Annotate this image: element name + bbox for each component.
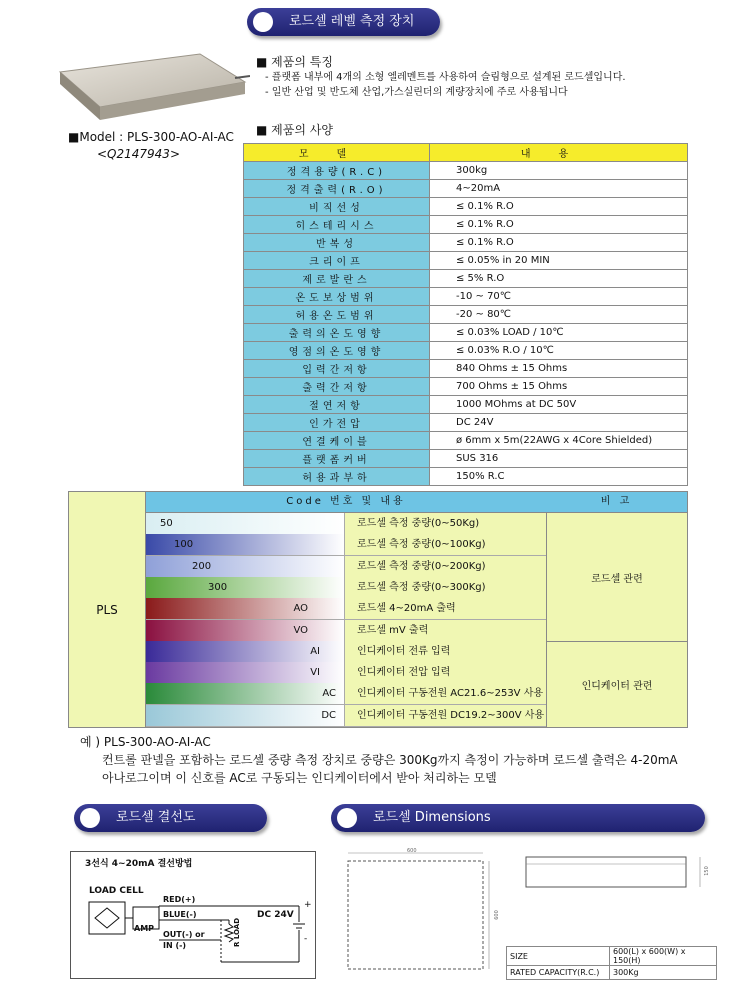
loadcell-label: LOAD CELL (89, 886, 144, 896)
wiring-title: 로드셀 결선도 (116, 810, 196, 825)
spec-row (244, 180, 688, 198)
size-value: 600(L) x 600(W) x 150(H) (610, 947, 717, 966)
spec-row (244, 360, 688, 378)
remark-indicator: 인디케이터 관련 (546, 642, 687, 727)
spec-key: 출력간저항 (244, 378, 430, 396)
top-view-drawing (343, 847, 493, 977)
spec-value: 4~20mA (430, 180, 688, 198)
feature-line: - 일반 산업 및 반도체 산업,가스실린더의 계량장치에 주로 사용됩니다 (265, 87, 568, 98)
spec-value: ø 6mm x 5m(22AWG x 4Core Shielded) (430, 432, 688, 450)
spec-row (244, 288, 688, 306)
plus-sign: + (304, 900, 312, 910)
spec-row (244, 306, 688, 324)
code-description: 로드셀 mV 출력 (344, 620, 616, 641)
spec-header-model: 모델 (244, 144, 430, 162)
code-description: 로드셀 측정 중량(0~100Kg) (344, 534, 616, 555)
code-value: VO (146, 620, 344, 641)
spec-key: 반복성 (244, 234, 430, 252)
size-label: SIZE (507, 947, 610, 966)
code-value: AI (146, 641, 344, 662)
spec-value: -10 ~ 70℃ (430, 288, 688, 306)
load-cell-platform-image (50, 52, 250, 127)
example-label: 예 ) PLS-300-AO-AI-AC (80, 735, 211, 749)
spec-value: SUS 316 (430, 450, 688, 468)
bullet-circle-icon (337, 808, 357, 828)
features-title: ■ 제품의 특징 (256, 55, 333, 69)
code-description: 인디케이터 구동전원 AC21.6~253V 사용 (344, 683, 616, 704)
example-line-2: 아나로그이며 이 신호를 AC로 구동되는 인디케이터에서 받아 처리하는 모델 (102, 771, 497, 785)
spec-key: 연결케이블 (244, 432, 430, 450)
spec-value: 300kg (430, 162, 688, 180)
spec-value: ≤ 0.03% R.O / 10℃ (430, 342, 688, 360)
code-row (146, 620, 546, 642)
feature-line: - 플랫폼 내부에 4개의 소형 엘레멘트를 사용하여 슬림형으로 설계된 로드셀입니다. (265, 72, 626, 83)
spec-value: 700 Ohms ± 15 Ohms (430, 378, 688, 396)
depth-dimension: 600 (493, 910, 500, 920)
spec-row (244, 414, 688, 432)
minus-sign: - (304, 934, 308, 944)
spec-value: -20 ~ 80℃ (430, 306, 688, 324)
spec-value: ≤ 0.1% R.O (430, 234, 688, 252)
blue-wire-label: BLUE(-) (163, 910, 197, 919)
spec-value: 1000 MOhms at DC 50V (430, 396, 688, 414)
code-prefix: PLS (69, 492, 146, 727)
code-description: 로드셀 4~20mA 출력 (344, 598, 616, 619)
dimensions-title-banner (331, 804, 705, 832)
code-row (146, 513, 546, 535)
code-row (146, 683, 546, 705)
spec-value: 840 Ohms ± 15 Ohms (430, 360, 688, 378)
spec-row (244, 432, 688, 450)
wiring-diagram (70, 851, 316, 979)
code-description: 로드셀 측정 중량(0~50Kg) (344, 513, 616, 534)
spec-key: 온도보상범위 (244, 288, 430, 306)
height-dimension: 150 (703, 866, 710, 876)
code-value: VI (146, 662, 344, 683)
spec-value: DC 24V (430, 414, 688, 432)
code-row (146, 705, 546, 727)
code-value: 200 (146, 556, 344, 577)
code-value: 100 (146, 534, 344, 555)
spec-key: 영점의온도영향 (244, 342, 430, 360)
spec-key: 허용과부하 (244, 468, 430, 486)
spec-title: ■ 제품의 사양 (256, 123, 333, 137)
side-view-drawing (520, 854, 720, 894)
spec-row (244, 216, 688, 234)
page-title: 로드셀 레벨 측정 장치 (289, 14, 415, 29)
spec-key: 입력간저항 (244, 360, 430, 378)
spec-value: ≤ 5% R.O (430, 270, 688, 288)
spec-row (244, 270, 688, 288)
spec-key: 정격용량(R.C) (244, 162, 430, 180)
spec-row (244, 162, 688, 180)
spec-value: ≤ 0.03% LOAD / 10℃ (430, 324, 688, 342)
spec-key: 비직선성 (244, 198, 430, 216)
code-row (146, 556, 546, 578)
spec-value: ≤ 0.1% R.O (430, 198, 688, 216)
code-value: 50 (146, 513, 344, 534)
wiring-title-banner (74, 804, 267, 832)
code-description: 인디케이터 구동전원 DC19.2~300V 사용 (344, 705, 616, 726)
dimensions-title: 로드셀 Dimensions (373, 810, 491, 825)
spec-key: 정격출력(R.O) (244, 180, 430, 198)
code-table-header: Code 번호 및 내용 (146, 492, 547, 513)
spec-row (244, 234, 688, 252)
bullet-circle-icon (80, 808, 100, 828)
example-line-1: 컨트롤 판넬을 포함하는 로드셀 중량 측정 장치로 중량은 300Kg까지 측정이 가능하며 로드셀 출력은 4-20mA (102, 753, 678, 767)
code-description: 인디케이터 전압 입력 (344, 662, 616, 683)
remark-header: 비 고 (546, 492, 687, 513)
spec-row (244, 342, 688, 360)
capacity-value: 300Kg (610, 966, 717, 980)
code-row (146, 641, 546, 663)
code-row (146, 534, 546, 556)
spec-row (244, 396, 688, 414)
spec-row (244, 468, 688, 486)
model-label: ■Model : PLS-300-AO-AI-AC (68, 130, 234, 144)
spec-value: ≤ 0.1% R.O (430, 216, 688, 234)
amp-label: AMP (134, 924, 155, 933)
code-description: 인디케이터 전류 입력 (344, 641, 616, 662)
spec-key: 출력의온도영향 (244, 324, 430, 342)
rload-label: R LOAD (233, 917, 241, 947)
width-dimension: 600 (407, 848, 417, 854)
spec-key: 제로발란스 (244, 270, 430, 288)
spec-row (244, 324, 688, 342)
spec-row (244, 450, 688, 468)
wiring-subtitle: 3선식 4~20mA 결선방법 (85, 859, 193, 869)
code-row (146, 662, 546, 684)
code-value: AO (146, 598, 344, 619)
spec-row (244, 252, 688, 270)
features-list (265, 70, 626, 100)
spec-key: 플랫폼커버 (244, 450, 430, 468)
spec-value: 150% R.C (430, 468, 688, 486)
spec-header-content: 내용 (430, 144, 688, 162)
spec-row (244, 198, 688, 216)
bullet-circle-icon (253, 12, 273, 32)
code-row (146, 598, 546, 620)
red-wire-label: RED(+) (163, 895, 196, 904)
spec-row (244, 378, 688, 396)
page-title-banner (247, 8, 440, 36)
code-value: AC (146, 683, 344, 704)
code-description: 로드셀 측정 중량(0~300Kg) (344, 577, 616, 598)
out-wire-label: OUT(-) or (163, 930, 205, 939)
spec-value: ≤ 0.05% in 20 MIN (430, 252, 688, 270)
product-code: <Q2147943> (97, 147, 180, 161)
spec-key: 히스테리시스 (244, 216, 430, 234)
dimensions-table (506, 946, 717, 980)
spec-key: 크리이프 (244, 252, 430, 270)
dc-supply-label: DC 24V (257, 910, 294, 920)
code-value: 300 (146, 577, 344, 598)
capacity-label: RATED CAPACITY(R.C.) (507, 966, 610, 980)
in-wire-label: IN (-) (163, 941, 187, 950)
spec-key: 인가전압 (244, 414, 430, 432)
spec-table (243, 143, 688, 486)
spec-key: 허용온도범위 (244, 306, 430, 324)
code-value: DC (146, 705, 344, 726)
code-table (68, 491, 688, 728)
code-description: 로드셀 측정 중량(0~200Kg) (344, 556, 616, 577)
remark-loadcell: 로드셀 관련 (546, 513, 687, 642)
code-row (146, 577, 546, 599)
spec-key: 절연저항 (244, 396, 430, 414)
